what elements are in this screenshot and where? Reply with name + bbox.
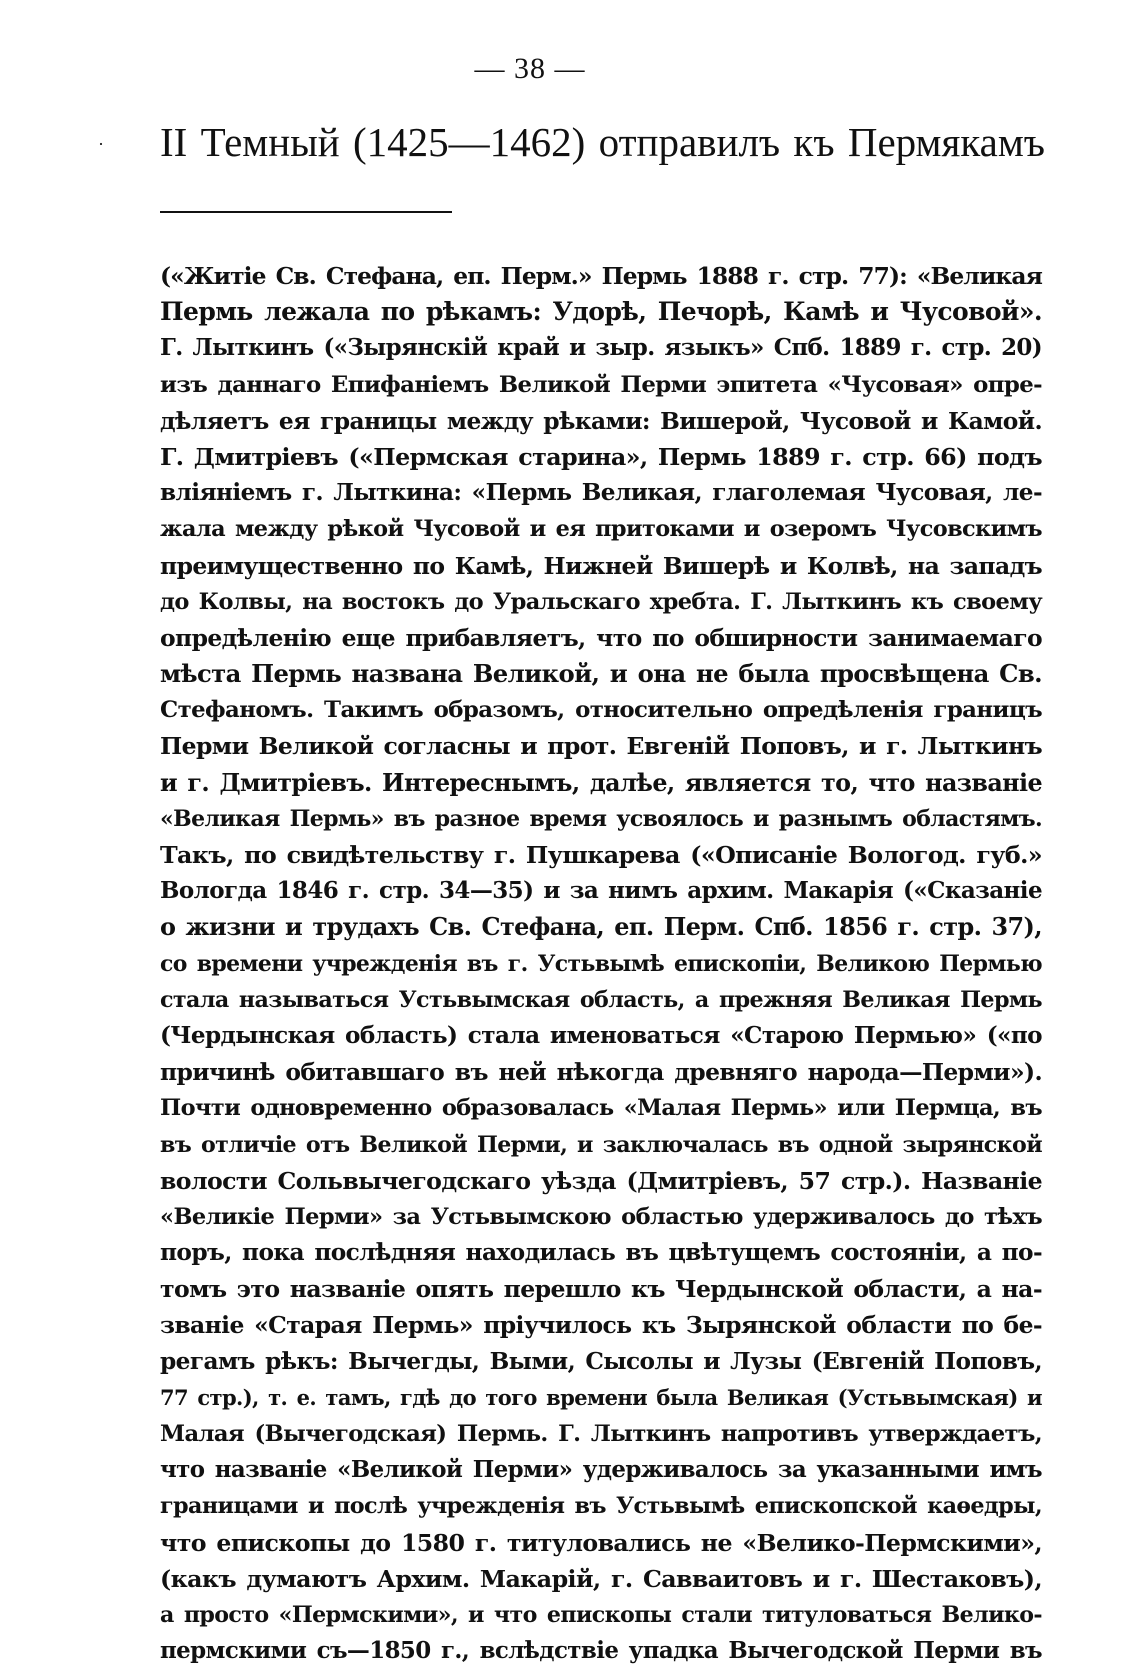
footnote-separator xyxy=(160,211,452,213)
footnote-block xyxy=(160,258,1042,1669)
footnote-line: (Чердынская область) стала именоваться «Старою Пермью» («по xyxy=(160,1021,1042,1049)
footnote-line: «Великая Пермь» въ разное время усвоялось и разнымъ областямъ. xyxy=(160,805,1042,832)
footnote-line: до Колвы, на востокъ до Уральскаго хребта. Г. Лыткинъ къ своему xyxy=(160,588,1042,615)
footnote-line: Такъ, по свидѣтельству г. Пушкарева («Описаніе Вологод. губ.» xyxy=(160,841,1042,869)
footnote-line: «Великіе Перми» за Устьвымскою областью удерживалось до тѣхъ xyxy=(160,1203,1042,1230)
footnote-line: томъ это названіе опять перешло къ Чердынской области, а на- xyxy=(160,1275,1042,1304)
footnote-line: волости Сольвычегодскаго уѣзда (Дмитріевъ, 57 стр.). Названіе xyxy=(160,1166,1042,1195)
footnote-line: регамъ рѣкъ: Вычегды, Выми, Сысолы и Лузы (Евгеній Поповъ, xyxy=(160,1347,1042,1375)
footnote-line: поръ, пока послѣдняя находилась въ цвѣтущемъ состояніи, а по- xyxy=(160,1239,1042,1267)
footnote-line: вліяніемъ г. Лыткина: «Пермь Великая, глаголемая Чусовая, ле- xyxy=(160,479,1042,507)
footnote-line: о жизни и трудахъ Св. Стефана, еп. Перм. Спб. 1856 г. стр. 37), xyxy=(160,913,1042,942)
footnote-line: со времени учрежденія въ г. Устьвымѣ епископіи, Великою Пермью xyxy=(160,950,1042,977)
footnote-line: Г. Лыткинъ («Зырянскій край и зыр. языкъ» Спб. 1889 г. стр. 20) xyxy=(160,334,1042,362)
stray-mark: · xyxy=(98,134,104,154)
footnote-line: и г. Дмитріевъ. Интереснымъ, далѣе, является то, что названіе xyxy=(160,768,1042,797)
footnote-line: преимущественно по Камѣ, Нижней Вишерѣ и Колвѣ, на западъ xyxy=(160,551,1042,580)
footnote-line: причинѣ обитавшаго въ ней нѣкогда древняго народа—Перми»). xyxy=(160,1058,1042,1087)
footnote-line: а просто «Пермскими», и что епископы стали титуловаться Велико- xyxy=(160,1601,1042,1628)
heading-word: Пермякамъ xyxy=(847,119,1045,165)
footnote-line: стала называться Устьвымская область, а прежняя Великая Пермь xyxy=(160,986,1042,1013)
footnote-line: Стефаномъ. Такимъ образомъ, относительно опредѣленія границъ xyxy=(160,697,1042,724)
footnote-line: («Житіе Св. Стефана, еп. Перм.» Пермь 1888 г. стр. 77): «Великая xyxy=(160,262,1042,290)
footnote-line: дѣляетъ ея границы между рѣками: Вишерой, Чусовой и Камой. xyxy=(160,406,1042,435)
footnote-line: Вологда 1846 г. стр. 34—35) и за нимъ архим. Макарія («Сказаніе xyxy=(160,877,1042,905)
footnote-line: Пермь лежала по рѣкамъ: Удорѣ, Печорѣ, Камѣ и Чусовой». xyxy=(160,297,1042,327)
footnote-line: что названіе «Великой Перми» удерживалось за указанными имъ xyxy=(160,1457,1042,1484)
heading-word: II xyxy=(160,119,188,165)
footnote-line: мѣста Пермь названа Великой, и она не была просвѣщена Св. xyxy=(160,659,1042,689)
footnote-line: въ отличіе отъ Великой Перми, и заключалась въ одной зырянской xyxy=(160,1131,1042,1158)
main-text-line xyxy=(160,118,1045,166)
footnote-line: званіе «Старая Пермь» пріучилось къ Зырянской области по бе- xyxy=(160,1311,1042,1340)
footnote-line: опредѣленію еще прибавляетъ, что по обширности занимаемаго xyxy=(160,623,1042,652)
heading-word: (1425—1462) xyxy=(353,119,586,165)
page-number: — 38 — xyxy=(474,52,586,85)
footnote-line: 77 стр.), т. е. тамъ, гдѣ до того времени была Великая (Устьвымская) и xyxy=(160,1384,1042,1410)
footnote-line: пермскими съ—1850 г., вслѣдствіе упадка Вычегодской Перми въ xyxy=(160,1637,1042,1665)
footnote-line: Почти одновременно образовалась «Малая Пермь» или Пермца, въ xyxy=(160,1095,1042,1122)
footnote-line: Перми Великой согласны и прот. Евгеній Поповъ, и г. Лыткинъ xyxy=(160,732,1042,761)
footnote-line: Г. Дмитріевъ («Пермская старина», Пермь 1889 г. стр. 66) подъ xyxy=(160,442,1042,471)
footnote-line: (какъ думаютъ Архим. Макарій, г. Савваитовъ и г. Шестаковъ), xyxy=(160,1564,1042,1593)
footnote-line: что епископы до 1580 г. титуловались не «Велико-Пермскими», xyxy=(160,1528,1042,1557)
footnote-line: Малая (Вычегодская) Пермь. Г. Лыткинъ напротивъ утверждаетъ, xyxy=(160,1421,1042,1447)
heading-word: отправилъ xyxy=(598,119,781,165)
footnote-line: изъ даннаго Епифаніемъ Великой Перми эпитета «Чусовая» опре- xyxy=(160,371,1042,398)
footnote-line: жала между рѣкой Чусовой и ея притоками и озеромъ Чусовскимъ xyxy=(160,516,1042,543)
heading-word: къ xyxy=(793,119,835,165)
heading-word: Темный xyxy=(200,119,340,165)
footnote-line: границами и послѣ учрежденія въ Устьвымѣ епископской каѳедры, xyxy=(160,1493,1042,1520)
